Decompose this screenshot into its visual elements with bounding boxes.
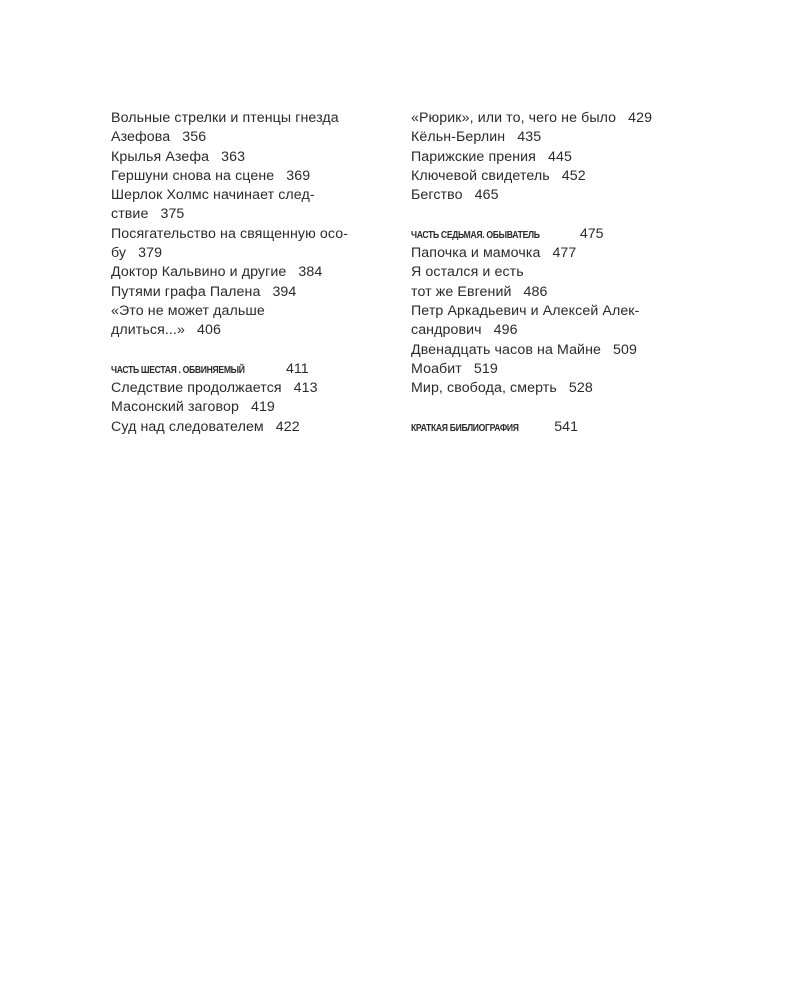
toc-entry-title: Крылья Азефа	[111, 148, 210, 165]
toc-entry-line	[411, 360, 701, 379]
toc-page-number: 509	[613, 341, 637, 358]
toc-entry-title: Ключевой свидетель	[411, 167, 550, 184]
toc-page-number: 384	[298, 264, 323, 281]
toc-entry-line	[411, 302, 701, 321]
toc-entry-title: Вольные стрелки и птенцы гнезда	[111, 110, 339, 126]
toc-entry-line	[111, 379, 401, 398]
toc-page-number: 465	[474, 187, 499, 204]
toc-section-page-number: 475	[579, 225, 604, 242]
toc-section-heading	[111, 360, 401, 379]
toc-entry-title: Путями графа Палена	[111, 283, 261, 300]
toc-page-number: 429	[628, 110, 653, 126]
toc-page-number: 445	[547, 148, 572, 165]
toc-entry-title: длиться...»	[111, 322, 185, 339]
toc-page-number: 406	[196, 322, 221, 339]
toc-page-number: 394	[272, 283, 297, 300]
toc-entry-line	[111, 186, 401, 205]
toc-entry-line	[111, 128, 401, 147]
toc-entry-line	[411, 283, 701, 302]
toc-page-number: 356	[182, 129, 207, 146]
toc-page-number: 369	[286, 167, 311, 184]
toc-entry-line	[111, 321, 401, 340]
toc-entry-line	[411, 167, 701, 186]
toc-page-number: 477	[552, 245, 577, 262]
toc-section-heading	[411, 418, 701, 437]
toc-entry-title: сандрович	[411, 322, 482, 339]
toc-entry-title: Гершуни снова на сцене	[111, 167, 275, 184]
toc-entry-title: Двенадцать часов на Майне	[411, 341, 602, 358]
toc-entry-title: Я остался и есть	[411, 264, 524, 281]
toc-entry-line	[111, 263, 401, 282]
toc-page-number: 379	[138, 245, 163, 262]
toc-entry-line	[411, 244, 701, 263]
toc-entry-line	[111, 283, 401, 302]
toc-entry-title: «Это не может дальше	[111, 302, 265, 319]
toc-entry-line	[411, 148, 701, 167]
toc-entry-title: бу	[111, 245, 127, 262]
toc-entry-title: Доктор Кальвино и другие	[111, 264, 287, 281]
toc-entry-title: Масонский заговор	[111, 399, 239, 416]
toc-section-page-number: 541	[554, 418, 578, 435]
toc-entry-line	[111, 109, 401, 128]
toc-entry-line	[111, 244, 401, 263]
toc-section-heading	[411, 225, 701, 244]
toc-entry-line	[111, 205, 401, 224]
toc-entry-title: Папочка и мамочка	[411, 245, 541, 262]
toc-entry-title: Бегство	[411, 187, 463, 204]
toc-section-title: КРАТКАЯ БИБЛИОГРАФИЯ	[411, 421, 519, 434]
toc-column-left	[111, 109, 401, 437]
toc-spacer	[411, 205, 701, 224]
toc-entry-line	[411, 109, 701, 128]
toc-entry-line	[111, 148, 401, 167]
toc-spacer	[411, 398, 701, 417]
toc-section-title: ЧАСТЬ СЕДЬМАЯ. ОБЫВАТЕЛЬ	[411, 228, 540, 241]
toc-entry-line	[411, 263, 701, 282]
toc-section-page-number: 411	[285, 360, 309, 377]
toc-entry-line	[411, 186, 701, 205]
toc-page-number: 363	[221, 148, 246, 165]
toc-entry-title: Шерлок Холмс начинает след-	[111, 187, 315, 204]
toc-page-number: 419	[250, 399, 275, 416]
toc-entry-title: Парижские прения	[411, 148, 536, 165]
toc-entry-line	[111, 167, 401, 186]
toc-entry-title: Мир, свобода, смерть	[411, 380, 557, 397]
toc-page-number: 486	[523, 283, 548, 300]
toc-entry-line	[411, 341, 701, 360]
toc-entry-title: тот же Евгений	[411, 283, 512, 300]
toc-entry-title: Петр Аркадьевич и Алексей Алек-	[411, 302, 640, 319]
toc-entry-line	[111, 418, 401, 437]
toc-page-number: 496	[493, 322, 518, 339]
toc-entry-title: Моабит	[411, 360, 462, 377]
toc-column-right	[411, 109, 701, 437]
toc-entry-line	[111, 225, 401, 244]
toc-entry-line	[411, 321, 701, 340]
toc-page-number: 413	[293, 380, 318, 397]
toc-page-number: 375	[160, 206, 185, 223]
toc-section-title: ЧАСТЬ ШЕСТАЯ . ОБВИНЯЕМЫЙ	[111, 363, 245, 376]
toc-page-number: 452	[561, 167, 586, 184]
toc-entry-title: Азефова	[111, 129, 171, 146]
toc-page-number: 422	[275, 418, 300, 435]
toc-entry-title: «Рюрик», или то, чего не было	[411, 110, 617, 126]
toc-entry-title: ствие	[111, 206, 149, 223]
toc-entry-line	[411, 128, 701, 147]
toc-entry-line	[111, 302, 401, 321]
toc-entry-line	[111, 398, 401, 417]
toc-entry-line	[411, 379, 701, 398]
toc-spacer	[111, 341, 401, 360]
toc-page-number: 519	[473, 360, 498, 377]
toc-entry-title: Суд над следователем	[111, 418, 264, 435]
toc-page-number: 435	[517, 129, 542, 146]
toc-entry-title: Кёльн-Берлин	[411, 129, 506, 146]
toc-entry-title: Следствие продолжается	[111, 380, 282, 397]
toc-entry-title: Посягательство на священную осо-	[111, 225, 349, 242]
toc-page-number: 528	[568, 380, 593, 397]
